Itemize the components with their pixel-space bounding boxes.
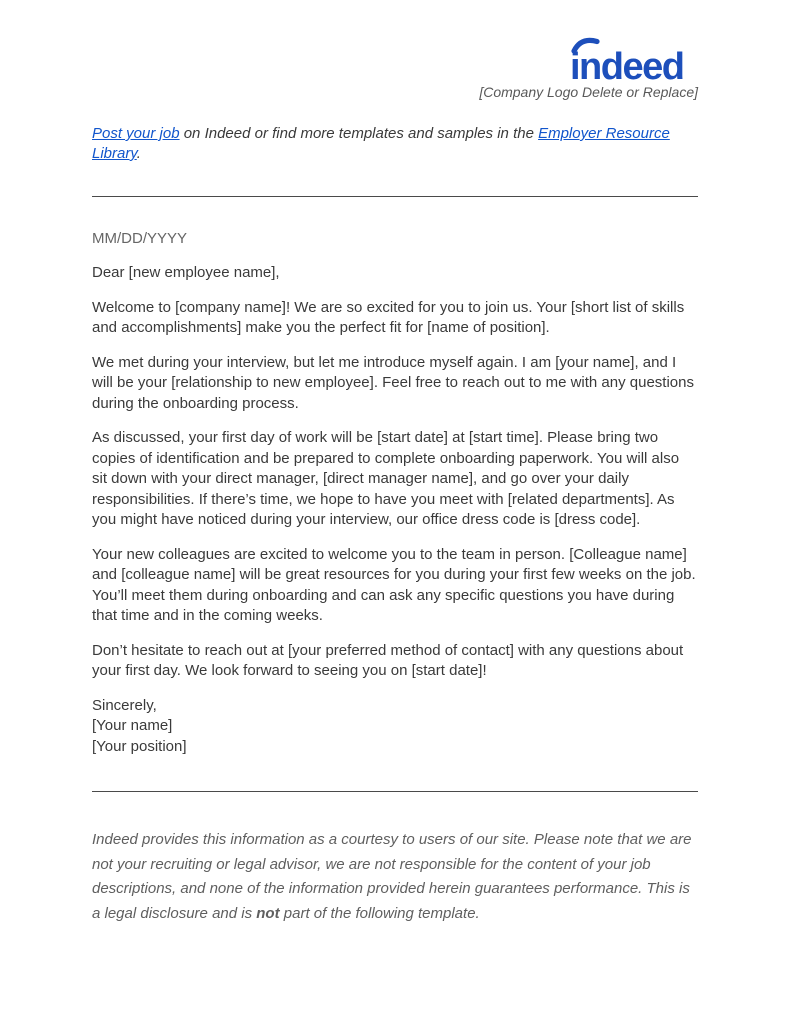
disclaimer-bold-not: not — [256, 904, 280, 922]
signoff-name-placeholder: [Your name] — [92, 717, 173, 734]
indeed-logo-icon — [570, 34, 698, 82]
top-divider-line — [92, 196, 698, 197]
bottom-divider-line — [92, 791, 698, 792]
legal-disclaimer — [92, 828, 698, 926]
indeed-logo-word: indeed — [570, 46, 684, 82]
header-logo-block — [92, 0, 698, 100]
paragraph-first-day: As discussed, your first day of work will be [start date] at [start time]. Please bring two copies of identification and be prepared to complete onboarding paperwork. You will also sit down with your direct manager, [direct manager name], and go over your daily responsibilities. If there’s time, we hope to have you meet with [related departments]. As you might have noticed during your interview, our office dress code is [dress code]. — [92, 429, 680, 528]
employer-resource-library-link[interactable]: Employer Resource Library — [92, 125, 670, 162]
paragraph-welcome: Welcome to [company name]! We are so excited for you to join us. Your [short list of skills and accomplishments] make you the perfect fit for [name of position]. — [92, 298, 685, 336]
intro-line — [92, 124, 698, 164]
paragraph-introduction: We met during your interview, but let me introduce myself again. I am [your name], and I will be your [relationship to new employee]. Feel free to reach out to me with any questions during the onboarding process. — [92, 353, 694, 412]
signoff-closing: Sincerely, — [92, 696, 157, 714]
post-your-job-link[interactable]: Post your job — [92, 125, 180, 142]
intro-end-text: . — [136, 145, 141, 162]
disclaimer-text-end: part of the following template. — [279, 904, 480, 922]
salutation-line: Dear [new employee name], — [92, 264, 280, 281]
paragraph-contact: Don’t hesitate to reach out at [your preferred method of contact] with any questions about your first day. We look forward to seeing you on [start date]! — [92, 641, 684, 679]
intro-middle-text: on Indeed or find more templates and samples in the — [179, 125, 539, 142]
signoff-block — [92, 696, 698, 758]
disclaimer-text-start: Indeed provides this information as a courtesy to users of our site. Please note that we are not your recruiting or legal advisor, we are not responsible for the content of your job descriptions, and none of the information provided herein guarantees performance. This is a legal disclosure and is — [92, 831, 692, 922]
signoff-position-placeholder: [Your position] — [92, 737, 187, 755]
paragraph-colleagues: Your new colleagues are excited to welcome you to the team in person. [Colleague name] and [colleague name] will be great resources for you during your first few weeks on the job. You’ll meet them during onboarding and can ask any specific questions you have during that time and in the coming weeks. — [92, 545, 696, 624]
date-placeholder: MM/DD/YYYY — [92, 230, 188, 247]
logo-placeholder-caption: [Company Logo Delete or Replace] — [479, 84, 698, 100]
